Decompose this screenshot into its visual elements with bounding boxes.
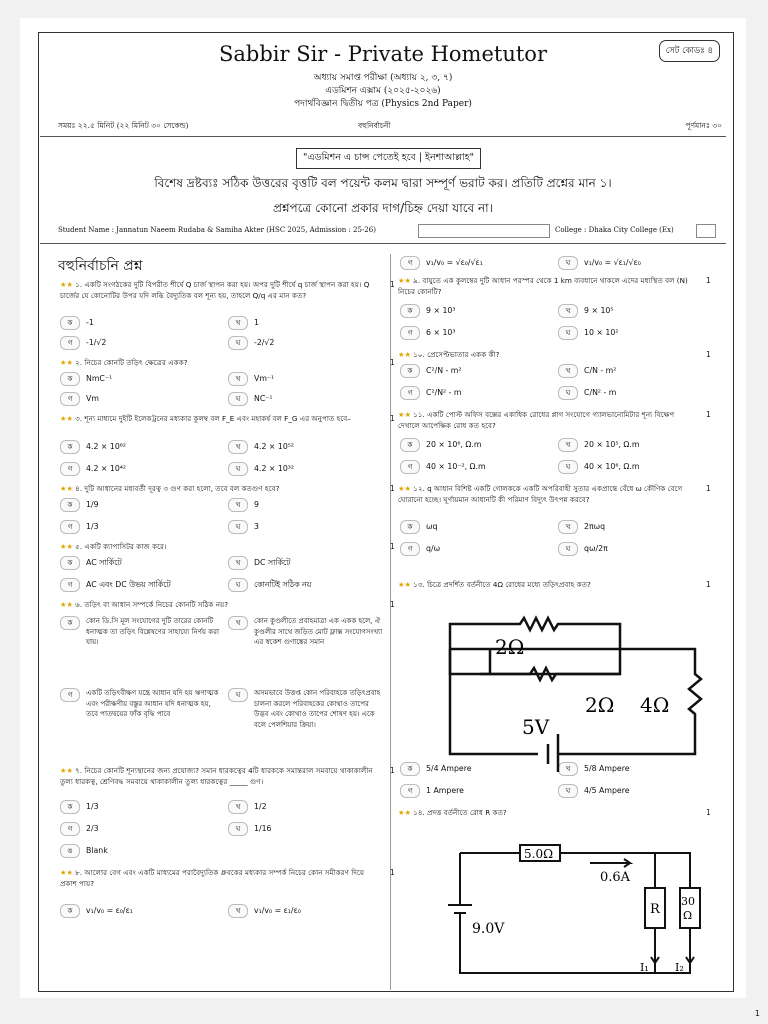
fig13-r2: 2Ω xyxy=(585,693,615,717)
star-marker: ★★ xyxy=(398,410,414,419)
option-label[interactable]: গ xyxy=(400,256,420,270)
question-text: ৫. একটি ক্যাপাসিটর কাজ করে। xyxy=(75,542,167,551)
option-left-q2-2[interactable] xyxy=(228,372,378,386)
question-mark: 1 xyxy=(706,580,711,589)
option-text: v₁/v₀ = √ε₁/√ε₀ xyxy=(584,258,641,267)
fig13-v: 5V xyxy=(522,715,550,739)
option-right-q1-2[interactable] xyxy=(558,256,698,270)
option-label[interactable]: ক xyxy=(400,438,420,452)
option-text: কোনটিই সঠিক নয় xyxy=(254,580,312,589)
option-label[interactable]: খ xyxy=(228,440,248,454)
option-text: 4.2 × 10⁵² xyxy=(254,442,295,451)
star-marker: ★★ xyxy=(398,484,414,493)
option-text: Vm xyxy=(86,394,99,403)
option-label[interactable]: ঘ xyxy=(558,386,578,400)
college-name: College : Dhaka City College (Ex) xyxy=(555,226,674,234)
option-text: অসমভাবে উত্তপ্ত কোন পরিবাহকে তড়িৎপ্রবাহ চালনা করলে পরিবাহকের কোথাও তাপের উদ্ভব এবং কোথাও তাপের শোষণ হয়। একে বলে পেলশিয়ার ক্রিয়া। xyxy=(254,689,381,729)
option-label[interactable]: ঘ xyxy=(558,542,578,556)
option-label[interactable]: ঘ xyxy=(228,392,248,406)
question-right-4 xyxy=(398,410,698,431)
option-text: Vm⁻¹ xyxy=(254,374,275,383)
exam-type: বহুনির্বাচনী xyxy=(358,121,391,130)
option-label[interactable]: ক xyxy=(60,316,80,330)
question-mark: 1 xyxy=(706,350,711,359)
option-right-q4-2[interactable] xyxy=(558,438,698,452)
option-text: 1 xyxy=(254,318,259,327)
option-left-q6-2[interactable] xyxy=(228,616,388,680)
option-right-q1-1[interactable] xyxy=(400,256,550,270)
option-left-q6-3[interactable] xyxy=(60,688,228,752)
option-label[interactable]: গ xyxy=(400,386,420,400)
option-label[interactable]: ঘ xyxy=(558,256,578,270)
college-box[interactable] xyxy=(696,224,716,238)
fig13-r3: 4Ω xyxy=(640,693,670,717)
option-right-q3-2[interactable] xyxy=(558,364,698,378)
fig14-voltage: 9.0V xyxy=(472,921,505,937)
question-mark: 1 xyxy=(390,280,395,289)
question-right-2 xyxy=(398,276,698,297)
question-mark: 1 xyxy=(706,808,711,817)
option-label[interactable]: ঘ xyxy=(558,784,578,798)
exam-page xyxy=(20,18,746,998)
option-label[interactable]: ক xyxy=(60,440,80,454)
option-left-q5-3[interactable] xyxy=(60,578,220,592)
page-number: 1 xyxy=(754,1009,760,1018)
question-text: ৪. দুটি আধানের মধ্যবর্তী দূরত্ব ৩ গুণ করা হলো, তবে বল কতগুণ হবে? xyxy=(75,484,280,493)
option-label[interactable]: গ xyxy=(400,542,420,556)
question-right-3 xyxy=(398,350,698,361)
option-label[interactable]: ক xyxy=(400,304,420,318)
question-right-7 xyxy=(398,808,698,819)
student-box[interactable] xyxy=(418,224,550,238)
question-right-6 xyxy=(398,580,698,591)
option-left-q1-2[interactable] xyxy=(228,316,378,330)
question-mark: 1 xyxy=(390,358,395,367)
question-mark: 1 xyxy=(390,484,395,493)
option-left-q4-4[interactable] xyxy=(228,520,378,534)
option-left-q2-3[interactable] xyxy=(60,392,220,406)
option-label[interactable]: ঘ xyxy=(228,462,248,476)
option-label[interactable]: ক xyxy=(60,904,80,918)
option-right-q5-1[interactable] xyxy=(400,520,550,534)
question-mark: 1 xyxy=(706,276,711,285)
option-label[interactable]: খ xyxy=(228,498,248,512)
star-marker: ★★ xyxy=(60,358,76,367)
option-text: C/N² - m xyxy=(584,388,617,397)
question-right-5 xyxy=(398,484,698,505)
option-label[interactable]: গ xyxy=(60,688,80,702)
option-label[interactable]: ঘ xyxy=(228,688,248,702)
star-marker: ★★ xyxy=(60,484,76,493)
question-mark: 1 xyxy=(390,600,395,609)
fig14-r2: 30 xyxy=(681,895,695,908)
option-right-q4-4[interactable] xyxy=(558,460,698,474)
question-mark: 1 xyxy=(390,414,395,423)
option-label[interactable]: ক xyxy=(60,616,80,630)
option-label[interactable]: গ xyxy=(400,460,420,474)
option-left-q5-2[interactable] xyxy=(228,556,378,570)
question-left-1 xyxy=(60,280,382,301)
divider-mid xyxy=(40,243,726,244)
option-text: 9 xyxy=(254,500,259,509)
question-text: ১০. প্রেসেপ্টভাতার একক কী? xyxy=(413,350,500,359)
question-mark: 1 xyxy=(390,868,395,877)
option-label[interactable]: ঘ xyxy=(228,822,248,836)
option-label[interactable]: গ xyxy=(400,326,420,340)
star-marker: ★★ xyxy=(60,766,76,775)
option-label[interactable]: ক xyxy=(60,498,80,512)
option-right-q4-1[interactable] xyxy=(400,438,550,452)
option-text: 1/9 xyxy=(86,500,99,509)
question-text: ১১. একটি পোস্ট অফিস বক্সের একাধিক রোধের প্লাগ সংযোগে গ্যালভানোমিটার শূন্য বিক্ষেপ দেখালে আপেক্ষিক রোধ কত হবে? xyxy=(398,410,675,430)
question-left-8 xyxy=(60,868,382,889)
option-left-q4-2[interactable] xyxy=(228,498,378,512)
option-text: 5/8 Ampere xyxy=(584,764,630,773)
option-left-q3-3[interactable] xyxy=(60,462,220,476)
option-text: 6 × 10³ xyxy=(426,328,456,337)
option-text: C²/N² - m xyxy=(426,388,462,397)
option-text: C/N - m² xyxy=(584,366,617,375)
option-right-q2-3[interactable] xyxy=(400,326,550,340)
option-text: -2/√2 xyxy=(254,338,275,347)
option-text: q/ω xyxy=(426,544,441,553)
option-label[interactable]: ক xyxy=(400,762,420,776)
fig14-current: 0.6A xyxy=(600,870,631,885)
option-right-q5-2[interactable] xyxy=(558,520,698,534)
option-text: 4.2 × 10³² xyxy=(254,464,295,473)
option-text: C²/N - m² xyxy=(426,366,462,375)
question-left-3 xyxy=(60,414,382,425)
option-text: 3 xyxy=(254,522,259,531)
option-right-q2-1[interactable] xyxy=(400,304,550,318)
option-label[interactable]: খ xyxy=(228,800,248,814)
fig14-i2: I₂ xyxy=(675,961,684,974)
option-right-q3-1[interactable] xyxy=(400,364,550,378)
option-label[interactable]: খ xyxy=(228,316,248,330)
option-left-q7-1[interactable] xyxy=(60,800,220,814)
exam-line-1: অধ্যায় সমাপ্ত পরীক্ষা (অধ্যায় ২, ৩, ৭) xyxy=(313,73,453,83)
star-marker: ★★ xyxy=(398,350,414,359)
option-label[interactable]: ঘ xyxy=(228,520,248,534)
option-right-q4-3[interactable] xyxy=(400,460,550,474)
option-text: AC সার্কিটে xyxy=(86,558,122,567)
set-code-badge: সেট কোডঃ ৪ xyxy=(659,40,720,62)
exam-line-3: পদার্থবিজ্ঞান দ্বিতীয় পত্র (Physics 2nd Paper) xyxy=(294,99,472,109)
option-left-q2-1[interactable] xyxy=(60,372,220,386)
option-text: 1/2 xyxy=(254,802,267,811)
option-text: AC এবং DC উভয় সার্কিটে xyxy=(86,580,171,589)
option-right-q2-2[interactable] xyxy=(558,304,698,318)
question-left-5 xyxy=(60,542,382,553)
option-left-q3-2[interactable] xyxy=(228,440,378,454)
question-mark: 1 xyxy=(706,484,711,493)
option-left-q3-4[interactable] xyxy=(228,462,378,476)
option-left-q4-1[interactable] xyxy=(60,498,220,512)
option-text: qω/2π xyxy=(584,544,608,553)
star-marker: ★★ xyxy=(60,600,76,609)
option-label[interactable]: গ xyxy=(60,822,80,836)
option-label[interactable]: ক xyxy=(60,556,80,570)
circuit-figure-14 xyxy=(440,833,720,983)
option-text: 40 × 10⁻², Ω.m xyxy=(426,462,486,471)
option-text: কোন ডি.সি মূল সংযোগের দুটি তারের কোনটি ধনাত্মক তা তড়িৎ বিশ্লেষণের সাহায্যে নির্ণয় করা যায়। xyxy=(86,617,219,646)
section-title: বহুনির্বাচনি প্রশ্ন xyxy=(58,258,143,274)
star-marker: ★★ xyxy=(60,280,76,289)
option-label[interactable]: খ xyxy=(228,616,248,630)
question-text: ১. একটি সংগঠকের দুটি বিপরীত শীর্ষে Q চার্জ স্থাপন করা হয়। অপর দুটি শীর্ষে q চার্জ স্থাপন করা হয়। Q চার্জের যে কোনোটির উপর যদি লব্ধি বৈদ্যুতিক বল শূন্য হয়, তাহলে Q/q এর মান কত? xyxy=(60,280,370,300)
question-text: ৮. আলোর বেগ এবং একটি মাধ্যমের পরাবৈদ্যুতিক ধ্রুবকের মধ্যকার সম্পর্ক নিচের কোন সমীকরণ দিয়ে প্রকাশ পায়? xyxy=(60,868,365,888)
full-marks: পূর্ণমানঃ ৩০ xyxy=(685,121,722,130)
option-text: NmC⁻¹ xyxy=(86,374,113,383)
question-text: ৩. শূন্য মাধ্যমে দুইটি ইলেকট্রনের মধ্যকার কুলম্ব বল F_E এবং মহাকর্ষ বল F_G এর অনুপাত হবে– xyxy=(75,414,351,423)
option-left-q4-3[interactable] xyxy=(60,520,220,534)
question-text: ১৩. চিত্রে প্রদর্শিত বর্তনীতে 4Ω রোধের মধ্যে তড়িৎপ্রবাহ কত? xyxy=(413,580,591,589)
star-marker: ★★ xyxy=(398,276,414,285)
option-left-q1-3[interactable] xyxy=(60,336,220,350)
option-label[interactable]: গ xyxy=(60,520,80,534)
divider-top xyxy=(40,136,726,137)
option-left-q1-1[interactable] xyxy=(60,316,220,330)
option-left-q7-4[interactable] xyxy=(228,822,378,836)
question-left-7 xyxy=(60,766,382,787)
option-label[interactable]: গ xyxy=(60,336,80,350)
option-label[interactable]: খ xyxy=(228,556,248,570)
option-text: Blank xyxy=(86,846,108,855)
option-label[interactable]: খ xyxy=(228,904,248,918)
option-text: 4/5 Ampere xyxy=(584,786,630,795)
star-marker: ★★ xyxy=(60,414,76,423)
option-right-q6-4[interactable] xyxy=(558,784,698,798)
option-text: v₁/v₀ = ε₀/ε₁ xyxy=(86,906,133,915)
question-left-2 xyxy=(60,358,382,369)
question-mark: 1 xyxy=(390,766,395,775)
option-left-q3-1[interactable] xyxy=(60,440,220,454)
option-label[interactable]: ক xyxy=(60,800,80,814)
option-text: 2/3 xyxy=(86,824,99,833)
question-text: ৬. তড়িৎ বা আধান সম্পর্কে নিচের কোনটি সঠিক নয়? xyxy=(75,600,229,609)
option-text: v₁/v₀ = √ε₀/√ε₁ xyxy=(426,258,483,267)
option-text: 1 Ampere xyxy=(426,786,464,795)
instruction-2: প্রশ্নপত্রে কোনো প্রকার দাগ/চিহ্ন দেয়া যাবে না। xyxy=(273,201,493,215)
question-left-4 xyxy=(60,484,382,495)
star-marker: ★★ xyxy=(60,542,76,551)
fig14-i1: I₁ xyxy=(640,961,649,974)
option-label[interactable]: ক xyxy=(60,372,80,386)
option-label[interactable]: ঘ xyxy=(558,326,578,340)
option-label[interactable]: খ xyxy=(558,304,578,318)
option-label[interactable]: গ xyxy=(60,578,80,592)
option-left-q5-4[interactable] xyxy=(228,578,378,592)
option-label[interactable]: ঘ xyxy=(558,460,578,474)
option-text: ωq xyxy=(426,522,438,531)
option-right-q2-4[interactable] xyxy=(558,326,698,340)
option-left-q7-2[interactable] xyxy=(228,800,378,814)
option-text: 40 × 10⁶, Ω.m xyxy=(584,462,640,471)
option-label[interactable]: খ xyxy=(558,438,578,452)
option-text: কোন কুণ্ডলীতে প্রবাহমাত্রা এক একক হলে, ঐ কুণ্ডলীর সাথে জড়িত মোট ফ্লাক্স সংযোগসংখ্যা এর স্বকেশ গুণাঙ্কের সমান xyxy=(254,617,383,646)
student-name: Student Name : Jannatun Naeem Rudaba & Samiha Akter (HSC 2025, Admission : 25-26) xyxy=(58,226,376,234)
option-left-q1-4[interactable] xyxy=(228,336,378,350)
option-text: 1/3 xyxy=(86,802,99,811)
option-text: 5/4 Ampere xyxy=(426,764,472,773)
fig14-r1: 5.0Ω xyxy=(524,847,554,861)
circuit-figure-13 xyxy=(420,604,710,772)
tutor-title: Sabbir Sir - Private Hometutor xyxy=(218,42,547,66)
option-text: NC⁻¹ xyxy=(254,394,273,403)
option-text: 9 × 10⁵ xyxy=(584,306,614,315)
option-left-q5-1[interactable] xyxy=(60,556,220,570)
option-right-q5-3[interactable] xyxy=(400,542,550,556)
option-text: 9 × 10³ xyxy=(426,306,456,315)
question-mark: 1 xyxy=(706,410,711,419)
option-text: DC সার্কিটে xyxy=(254,558,291,567)
question-text: ১২. q আধান বিশিষ্ট একটি গোলককে একটি অপরিবাহী সুতার একপ্রান্তে বেঁধে ω কৌণিক বেগে ঘোরানো হচ্ছে। ঘূর্ণায়মান আধানটি কী পরিমাণ বিদ্যুৎ উৎপন্ন করবে? xyxy=(398,484,683,504)
fig13-r1: 2Ω xyxy=(495,635,525,659)
fig14-r: R xyxy=(650,902,660,917)
star-marker: ★★ xyxy=(398,808,414,817)
option-left-q6-4[interactable] xyxy=(228,688,388,752)
option-text: -1 xyxy=(86,318,94,327)
option-label[interactable]: ঘ xyxy=(228,336,248,350)
option-label[interactable]: খ xyxy=(558,364,578,378)
option-left-q6-1[interactable] xyxy=(60,616,228,680)
option-text: একটি তড়িৎবীক্ষণ যন্ত্রে আধান যদি হয় ঋণাত্মক এবং পরীক্ষণীয় বস্তুর আধান যদি ধনাত্মক হয়, তবে পাতদ্বয়ের ফাঁক বৃদ্ধি পাবে xyxy=(86,689,219,718)
question-text: ২. নিচের কোনটি তড়িৎ ক্ষেত্রের একক? xyxy=(75,358,188,367)
option-text: 4.2 × 10⁶² xyxy=(86,442,127,451)
option-text: 1/3 xyxy=(86,522,99,531)
option-left-q8-1[interactable] xyxy=(60,904,220,918)
exam-line-2: এডমিশন এক্সাম (২০২৫-২০২৬) xyxy=(325,86,441,96)
option-label[interactable]: গ xyxy=(400,784,420,798)
star-marker: ★★ xyxy=(398,580,414,589)
option-label[interactable]: গ xyxy=(60,392,80,406)
option-text: 4.2 × 10⁴² xyxy=(86,464,127,473)
option-right-q3-4[interactable] xyxy=(558,386,698,400)
option-right-q6-3[interactable] xyxy=(400,784,550,798)
option-right-q5-4[interactable] xyxy=(558,542,698,556)
option-text: 2πωq xyxy=(584,522,606,531)
option-text: 1/16 xyxy=(254,824,272,833)
motto-box: "এডমিশন এ চান্স পেতেই হবে | ইনশাআল্লাহ" xyxy=(296,148,481,169)
option-right-q3-3[interactable] xyxy=(400,386,550,400)
option-text: 20 × 10⁶, Ω.m xyxy=(426,440,482,449)
question-text: ১৪. প্রদত্ত বর্তনীতে রোধ R কত? xyxy=(413,808,507,817)
question-text: ৭. নিচের কোনটি শূন্যস্থানের জন্য প্রযোজ্য? সমান ধারকত্বের 4টি ধারককে সমান্তরাল সমবায়ে থাকাকালীন তুল্য ধারকত্ব, শ্রেণিবদ্ধ সমবায়ে থাকাকালীন তুল্য ধারকত্বের _____ গুণ। xyxy=(60,766,373,786)
option-label[interactable]: খ xyxy=(558,762,578,776)
option-left-q7-3[interactable] xyxy=(60,822,220,836)
instruction-1: বিশেষ দ্রষ্টব্যঃ সঠিক উত্তরের বৃত্তটি বল পয়েন্ট কলম দ্বারা সম্পূর্ণ ভরাট কর। প্রতিটি প্রশ্নের মান ১। xyxy=(154,176,612,190)
question-mark: 1 xyxy=(390,542,395,551)
option-left-q8-2[interactable] xyxy=(228,904,378,918)
question-left-6 xyxy=(60,600,382,611)
option-left-q2-4[interactable] xyxy=(228,392,378,406)
fig14-r2-unit: Ω xyxy=(683,909,693,922)
option-label[interactable]: ঘ xyxy=(228,578,248,592)
option-label[interactable]: ক xyxy=(400,364,420,378)
option-label[interactable]: ঙ xyxy=(60,844,80,858)
option-text: 10 × 10² xyxy=(584,328,619,337)
option-label[interactable]: খ xyxy=(558,520,578,534)
time-label: সময়ঃ ২২.৫ মিনিট (২২ মিনিট ৩০ সেকেন্ড) xyxy=(58,121,189,130)
star-marker: ★★ xyxy=(60,868,76,877)
option-text: -1/√2 xyxy=(86,338,107,347)
option-left-q7-5[interactable] xyxy=(60,844,220,858)
option-text: 20 × 10⁵, Ω.m xyxy=(584,440,640,449)
option-label[interactable]: গ xyxy=(60,462,80,476)
question-text: ৯. বাযুতে এক কুলম্বের দুটি আধান পরস্পর থেকে 1 km ব্যবধানে থাকলে এদের মধ্যস্থিত বল (N) নিচের কোনটি? xyxy=(398,276,688,296)
option-text: v₁/v₀ = ε₁/ε₀ xyxy=(254,906,301,915)
option-label[interactable]: খ xyxy=(228,372,248,386)
option-label[interactable]: ক xyxy=(400,520,420,534)
